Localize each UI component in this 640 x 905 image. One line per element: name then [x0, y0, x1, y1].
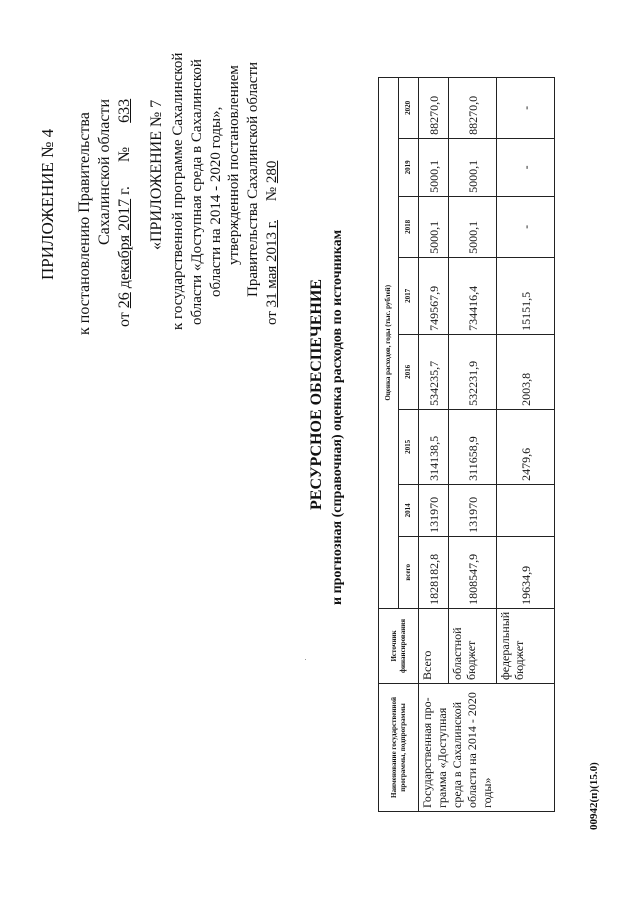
- value-cell: 2003,8: [497, 334, 555, 409]
- year-header: 2014: [399, 484, 419, 536]
- value-cell: 131970: [419, 484, 449, 536]
- appendix7-line4: утвержденной постановлением: [226, 65, 242, 265]
- appendix4-title: ПРИЛОЖЕНИЕ № 4: [38, 128, 57, 280]
- appendix7-line2: области «Доступная среда в Сахалинской: [189, 59, 205, 325]
- value-cell: -: [497, 196, 555, 257]
- appendix4-number-sign: №: [116, 146, 133, 163]
- appendix4-date-month-year: декабря 2017: [116, 198, 133, 289]
- year-header: всего: [399, 536, 419, 608]
- table-row: [419, 77, 449, 811]
- value-cell: 2479,6: [497, 409, 555, 484]
- value-cell: 1808547,9: [449, 536, 497, 608]
- year-header: 2019: [399, 138, 419, 196]
- year-header: 2016: [399, 334, 419, 409]
- value-cell: 88270,0: [419, 77, 449, 138]
- appendix4-line2: Сахалинской области: [96, 98, 113, 245]
- value-cell: 532231,9: [449, 334, 497, 409]
- value-cell: 1828182,8: [419, 536, 449, 608]
- estimate-header: Оценка расходов, годы (тыс. рублей): [379, 77, 399, 608]
- value-cell: 749567,9: [419, 257, 449, 334]
- appendix4-line1: к постановлению Правительства: [76, 112, 93, 335]
- value-cell: 5000,1: [449, 196, 497, 257]
- appendix7-date-prefix: от: [264, 311, 280, 325]
- value-cell: -: [497, 138, 555, 196]
- value-cell: 5000,1: [419, 138, 449, 196]
- appendix7-title: «ПРИЛОЖЕНИЕ № 7: [148, 99, 165, 250]
- value-cell: 15151,5: [497, 257, 555, 334]
- value-cell: 734416,4: [449, 257, 497, 334]
- appendix7-line3: области на 2014 - 2020 годы»,: [208, 106, 224, 297]
- appendix7-line5: Правительства Сахалинской области: [245, 61, 261, 297]
- appendix4-date-line: [116, 99, 134, 327]
- year-header: 2015: [399, 409, 419, 484]
- value-cell: 5000,1: [449, 138, 497, 196]
- year-header: 2020: [399, 77, 419, 138]
- value-cell: 131970: [449, 484, 497, 536]
- value-cell: 534235,7: [419, 334, 449, 409]
- appendix4-date-day: 26: [116, 292, 133, 309]
- name-column-header: Наименование государственной программы, подпрограммы: [379, 684, 419, 812]
- footer-code: 00942(п)(15.0): [588, 762, 600, 830]
- value-cell: 88270,0: [449, 77, 497, 138]
- source-cell: областной бюджет: [449, 608, 497, 683]
- value-cell: -: [497, 77, 555, 138]
- appendix4-number: 633: [116, 98, 133, 123]
- resource-table: [378, 77, 555, 812]
- appendix7-line1: к государственной программе Сахалинской: [170, 52, 186, 330]
- source-column-header: Источник финансирования: [379, 608, 419, 683]
- program-name-cell: Государственная про-грамма «Доступная среда в Сахалинской области на 2014 - 2020 годы»: [419, 684, 555, 812]
- appendix7-date-value: 31 мая 2013 г.: [264, 219, 280, 308]
- document-subtitle: и прогнозная (справочная) оценка расходов по источникам: [330, 229, 345, 605]
- value-cell: 19634,9: [497, 536, 555, 608]
- source-cell: федеральный бюджет: [497, 608, 555, 683]
- year-header: 2017: [399, 257, 419, 334]
- appendix4-date-prefix: от: [116, 312, 133, 327]
- appendix7-number: 280: [264, 160, 280, 184]
- value-cell: [497, 484, 555, 536]
- source-cell: Всего: [419, 608, 449, 683]
- scan-speck: [305, 659, 306, 660]
- value-cell: 5000,1: [419, 196, 449, 257]
- value-cell: 311658,9: [449, 409, 497, 484]
- appendix4-date-suffix: г.: [116, 186, 133, 195]
- value-cell: 314138,5: [419, 409, 449, 484]
- document-title: РЕСУРСНОЕ ОБЕСПЕЧЕНИЕ: [308, 279, 325, 510]
- appendix7-date-line: [264, 161, 281, 325]
- year-header: 2018: [399, 196, 419, 257]
- appendix7-number-sign: №: [264, 186, 280, 202]
